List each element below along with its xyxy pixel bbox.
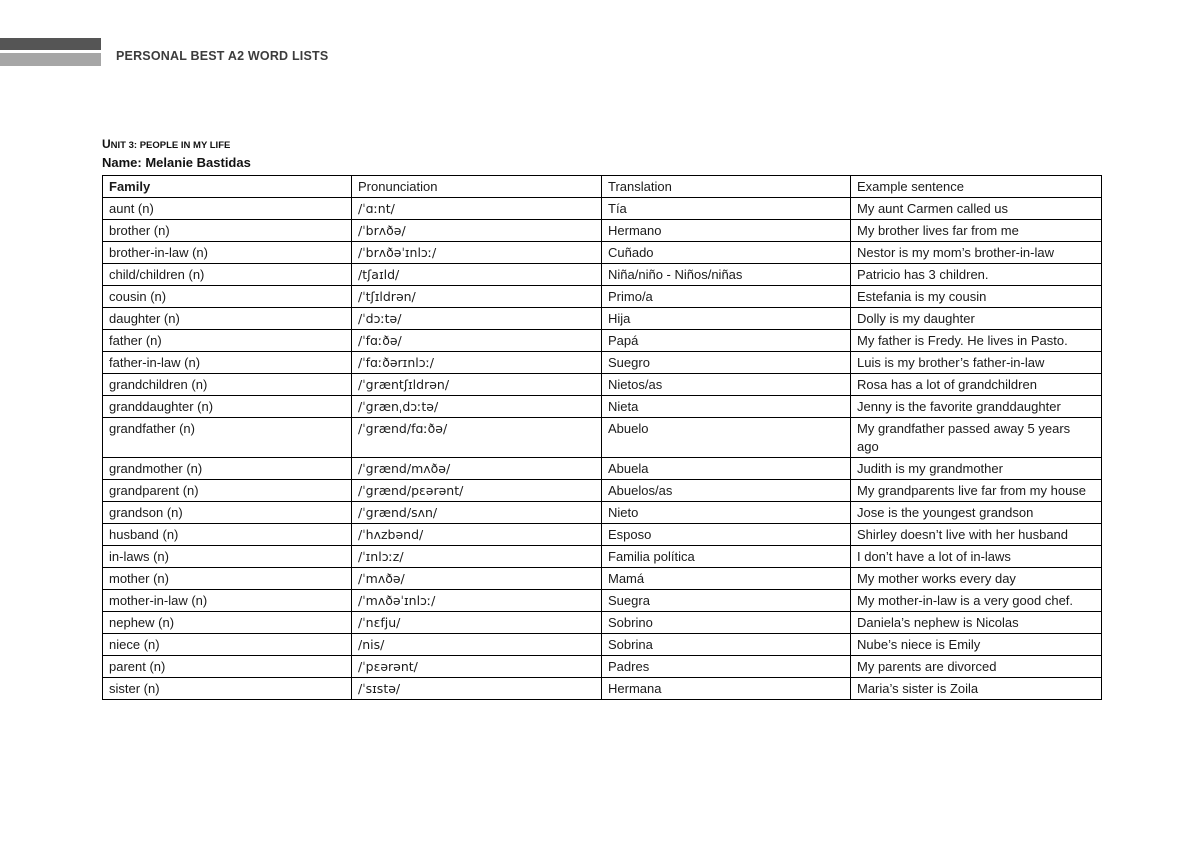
- cell-pronunciation: /ˈbrʌðə/: [352, 220, 602, 242]
- cell-translation: Mamá: [602, 568, 851, 590]
- cell-translation: Cuñado: [602, 242, 851, 264]
- cell-pronunciation: /ˈnɛfju/: [352, 612, 602, 634]
- table-row: [103, 396, 1102, 418]
- cell-pronunciation: /nis/: [352, 634, 602, 656]
- cell-translation: Niña/niño - Niños/niñas: [602, 264, 851, 286]
- header-bar-light: [0, 53, 101, 66]
- cell-example: Jose is the youngest grandson: [851, 502, 1102, 524]
- header-family: Family: [103, 176, 352, 198]
- cell-example: My mother works every day: [851, 568, 1102, 590]
- cell-example: Judith is my grandmother: [851, 458, 1102, 480]
- cell-example: Jenny is the favorite granddaughter: [851, 396, 1102, 418]
- cell-word: father (n): [103, 330, 352, 352]
- cell-pronunciation: /ˈsɪstə/: [352, 678, 602, 700]
- cell-translation: Abuela: [602, 458, 851, 480]
- cell-pronunciation: /ˈfɑːðə/: [352, 330, 602, 352]
- cell-example: My brother lives far from me: [851, 220, 1102, 242]
- table-row: [103, 678, 1102, 700]
- cell-translation: Familia política: [602, 546, 851, 568]
- table-row: [103, 220, 1102, 242]
- cell-word: in-laws (n): [103, 546, 352, 568]
- cell-word: granddaughter (n): [103, 396, 352, 418]
- table-row: [103, 502, 1102, 524]
- cell-word: daughter (n): [103, 308, 352, 330]
- cell-word: grandfather (n): [103, 418, 352, 458]
- cell-translation: Nieto: [602, 502, 851, 524]
- cell-translation: Tía: [602, 198, 851, 220]
- table-row: [103, 524, 1102, 546]
- cell-pronunciation: /ˈpɛərənt/: [352, 656, 602, 678]
- cell-word: aunt (n): [103, 198, 352, 220]
- cell-word: husband (n): [103, 524, 352, 546]
- cell-word: child/children (n): [103, 264, 352, 286]
- table-row: [103, 286, 1102, 308]
- cell-translation: Sobrino: [602, 612, 851, 634]
- cell-pronunciation: /ˈgrænd/pɛərənt/: [352, 480, 602, 502]
- cell-word: nephew (n): [103, 612, 352, 634]
- table-row: [103, 352, 1102, 374]
- cell-example: My grandparents live far from my house: [851, 480, 1102, 502]
- cell-example: Maria’s sister is Zoila: [851, 678, 1102, 700]
- table-row: [103, 418, 1102, 458]
- table-row: [103, 568, 1102, 590]
- unit-title-part: NIT 3: P: [110, 140, 147, 151]
- cell-translation: Padres: [602, 656, 851, 678]
- table-row: [103, 198, 1102, 220]
- cell-pronunciation: /tʃaɪld/: [352, 264, 602, 286]
- header-pronunciation: Pronunciation: [352, 176, 602, 198]
- cell-example: My mother-in-law is a very good chef.: [851, 590, 1102, 612]
- cell-word: grandchildren (n): [103, 374, 352, 396]
- cell-translation: Hermano: [602, 220, 851, 242]
- cell-translation: Hermana: [602, 678, 851, 700]
- cell-pronunciation: /ˈfɑːðərɪnlɔː/: [352, 352, 602, 374]
- cell-pronunciation: /ˈbrʌðəˈɪnlɔː/: [352, 242, 602, 264]
- cell-translation: Hija: [602, 308, 851, 330]
- cell-translation: Abuelo: [602, 418, 851, 458]
- cell-pronunciation: /ˈgrænd/fɑːðə/: [352, 418, 602, 458]
- cell-example: My parents are divorced: [851, 656, 1102, 678]
- table-row: [103, 458, 1102, 480]
- table-row: [103, 634, 1102, 656]
- table-row: [103, 264, 1102, 286]
- cell-word: father-in-law (n): [103, 352, 352, 374]
- cell-pronunciation: /ˈgræntʃɪldrən/: [352, 374, 602, 396]
- cell-example: Dolly is my daughter: [851, 308, 1102, 330]
- cell-example: My grandfather passed away 5 years ago: [851, 418, 1102, 458]
- cell-translation: Sobrina: [602, 634, 851, 656]
- table-row: [103, 590, 1102, 612]
- table-row: [103, 546, 1102, 568]
- cell-word: mother (n): [103, 568, 352, 590]
- cell-example: Nestor is my mom’s brother-in-law: [851, 242, 1102, 264]
- cell-pronunciation: /ˈgrænd/mʌðə/: [352, 458, 602, 480]
- cell-word: sister (n): [103, 678, 352, 700]
- student-name: Name: Melanie Bastidas: [102, 155, 251, 170]
- cell-pronunciation: /ˈhʌzbənd/: [352, 524, 602, 546]
- table-row: [103, 242, 1102, 264]
- cell-example: Patricio has 3 children.: [851, 264, 1102, 286]
- header-example-sentence: Example sentence: [851, 176, 1102, 198]
- cell-word: niece (n): [103, 634, 352, 656]
- cell-word: cousin (n): [103, 286, 352, 308]
- cell-pronunciation: /ˈdɔːtə/: [352, 308, 602, 330]
- cell-example: Nube’s niece is Emily: [851, 634, 1102, 656]
- cell-example: Rosa has a lot of grandchildren: [851, 374, 1102, 396]
- cell-example: My father is Fredy. He lives in Pasto.: [851, 330, 1102, 352]
- header-translation: Translation: [602, 176, 851, 198]
- table-row: [103, 656, 1102, 678]
- cell-pronunciation: /ˈtʃɪldrən/: [352, 286, 602, 308]
- cell-translation: Suegro: [602, 352, 851, 374]
- cell-pronunciation: /ˈmʌðəˈɪnlɔː/: [352, 590, 602, 612]
- cell-example: Shirley doesn’t live with her husband: [851, 524, 1102, 546]
- unit-title: [102, 137, 230, 151]
- cell-translation: Papá: [602, 330, 851, 352]
- cell-word: brother (n): [103, 220, 352, 242]
- cell-pronunciation: /ˈgrænd/sʌn/: [352, 502, 602, 524]
- cell-example: I don’t have a lot of in-laws: [851, 546, 1102, 568]
- table-row: [103, 480, 1102, 502]
- cell-pronunciation: /ˈɪnlɔːz/: [352, 546, 602, 568]
- cell-pronunciation: /ˈgrænˌdɔːtə/: [352, 396, 602, 418]
- cell-example: Estefania is my cousin: [851, 286, 1102, 308]
- cell-pronunciation: /ˈmʌðə/: [352, 568, 602, 590]
- table-header-row: [103, 176, 1102, 198]
- cell-translation: Primo/a: [602, 286, 851, 308]
- cell-example: My aunt Carmen called us: [851, 198, 1102, 220]
- document-header-title: PERSONAL BEST A2 WORD LISTS: [116, 49, 329, 63]
- table-row: [103, 330, 1102, 352]
- cell-word: grandson (n): [103, 502, 352, 524]
- cell-translation: Suegra: [602, 590, 851, 612]
- cell-word: parent (n): [103, 656, 352, 678]
- cell-word: brother-in-law (n): [103, 242, 352, 264]
- cell-translation: Nieta: [602, 396, 851, 418]
- cell-pronunciation: /ˈɑːnt/: [352, 198, 602, 220]
- unit-title-topic: EOPLE IN MY LIFE: [146, 140, 231, 151]
- unit-title-prefix: U: [102, 137, 111, 151]
- cell-translation: Abuelos/as: [602, 480, 851, 502]
- header-bar-dark: [0, 38, 101, 50]
- table-row: [103, 374, 1102, 396]
- word-list-table: [102, 175, 1102, 700]
- cell-example: Daniela’s nephew is Nicolas: [851, 612, 1102, 634]
- table-row: [103, 308, 1102, 330]
- cell-word: mother-in-law (n): [103, 590, 352, 612]
- cell-word: grandparent (n): [103, 480, 352, 502]
- cell-translation: Nietos/as: [602, 374, 851, 396]
- cell-word: grandmother (n): [103, 458, 352, 480]
- table-row: [103, 612, 1102, 634]
- cell-example: Luis is my brother’s father-in-law: [851, 352, 1102, 374]
- cell-translation: Esposo: [602, 524, 851, 546]
